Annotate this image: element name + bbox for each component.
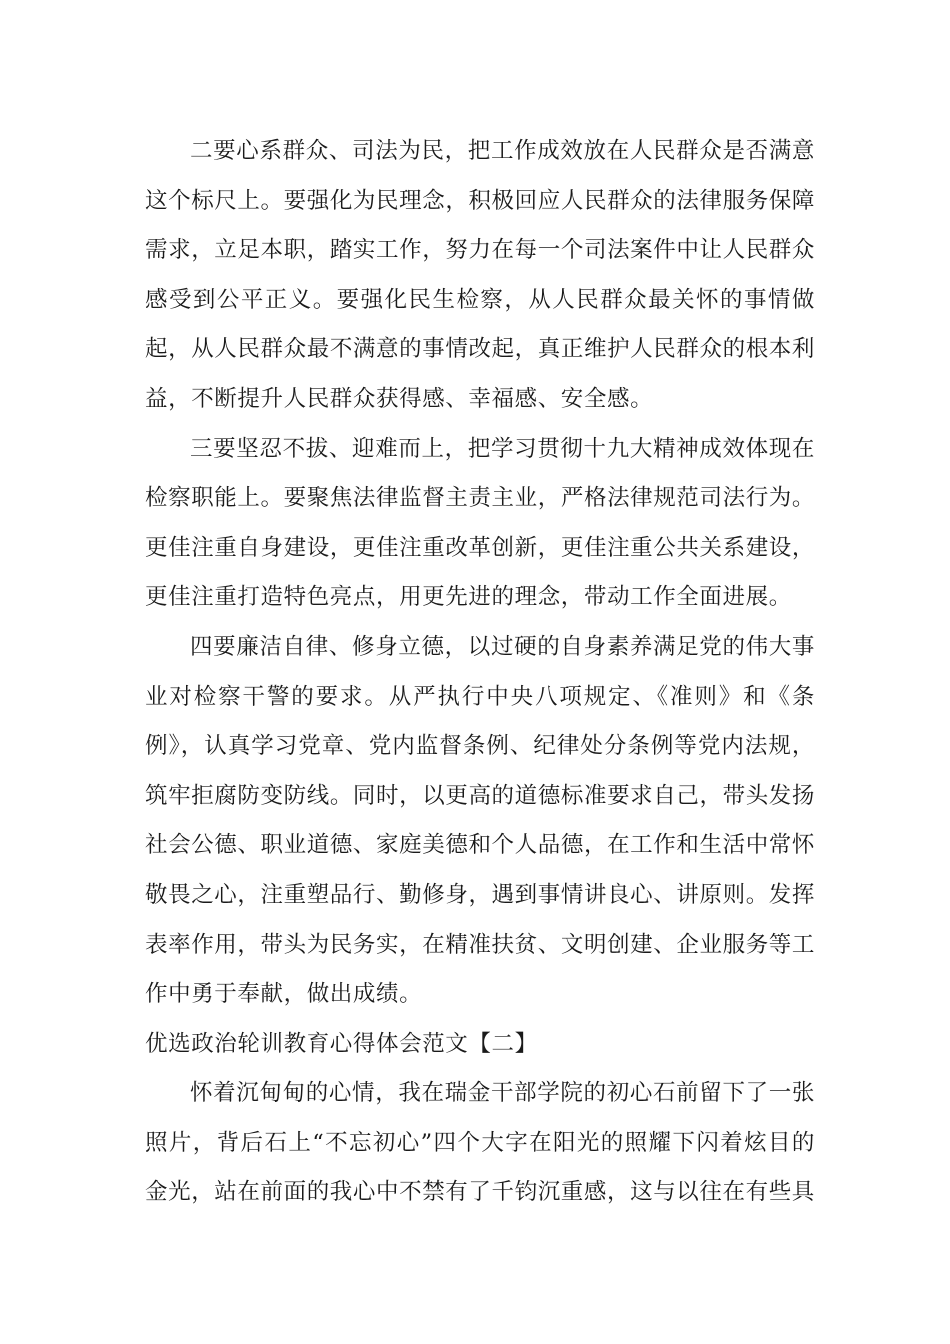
paragraph-4: 四要廉洁自律、修身立德，以过硬的自身素养满足党的伟大事业对检察干警的要求。从严执行中央八项规定、《准则》和《条例》，认真学习党章、党内监督条例、纪律处分条例等党内法规，筑牢拒腐防变防线。同时，以更高的道德标准要求自己，带头发扬社会公德、职业道德、家庭美德和个人品德，在工作和生活中常怀敬畏之心，注重塑品行、勤修身，遇到事情讲良心、讲原则。发挥表率作用，带头为民务实，在精准扶贫、文明创建、企业服务等工作中勇于奉献，做出成绩。 [145,633,815,1008]
paragraph-3: 三要坚忍不拔、迎难而上，把学习贯彻十九大精神成效体现在检察职能上。要聚焦法律监督主责主业，严格法律规范司法行为。更佳注重自身建设，更佳注重改革创新，更佳注重公共关系建设，更佳注重打造特色亮点，用更先进的理念，带动工作全面进展。 [145,435,815,611]
paragraph-2: 二要心系群众、司法为民，把工作成效放在人民群众是否满意这个标尺上。要强化为民理念，积极回应人民群众的法律服务保障需求，立足本职，踏实工作，努力在每一个司法案件中让人民群众感受到公平正义。要强化民生检察，从人民群众最关怀的事情做起，从人民群众最不满意的事情改起，真正维护人民群众的根本利益，不断提升人民群众获得感、幸福感、安全感。 [145,138,815,412]
section-heading: 优选政治轮训教育心得体会范文【二】 [145,1030,538,1057]
document-page [145,127,815,1218]
section-paragraph-1: 怀着沉甸甸的心情，我在瑞金干部学院的初心石前留下了一张照片，背后石上“不忘初心”四个大字在阳光的照耀下闪着炫目的金光，站在前面的我心中不禁有了千钧沉重感，这与以往在有些具 [145,1080,815,1206]
